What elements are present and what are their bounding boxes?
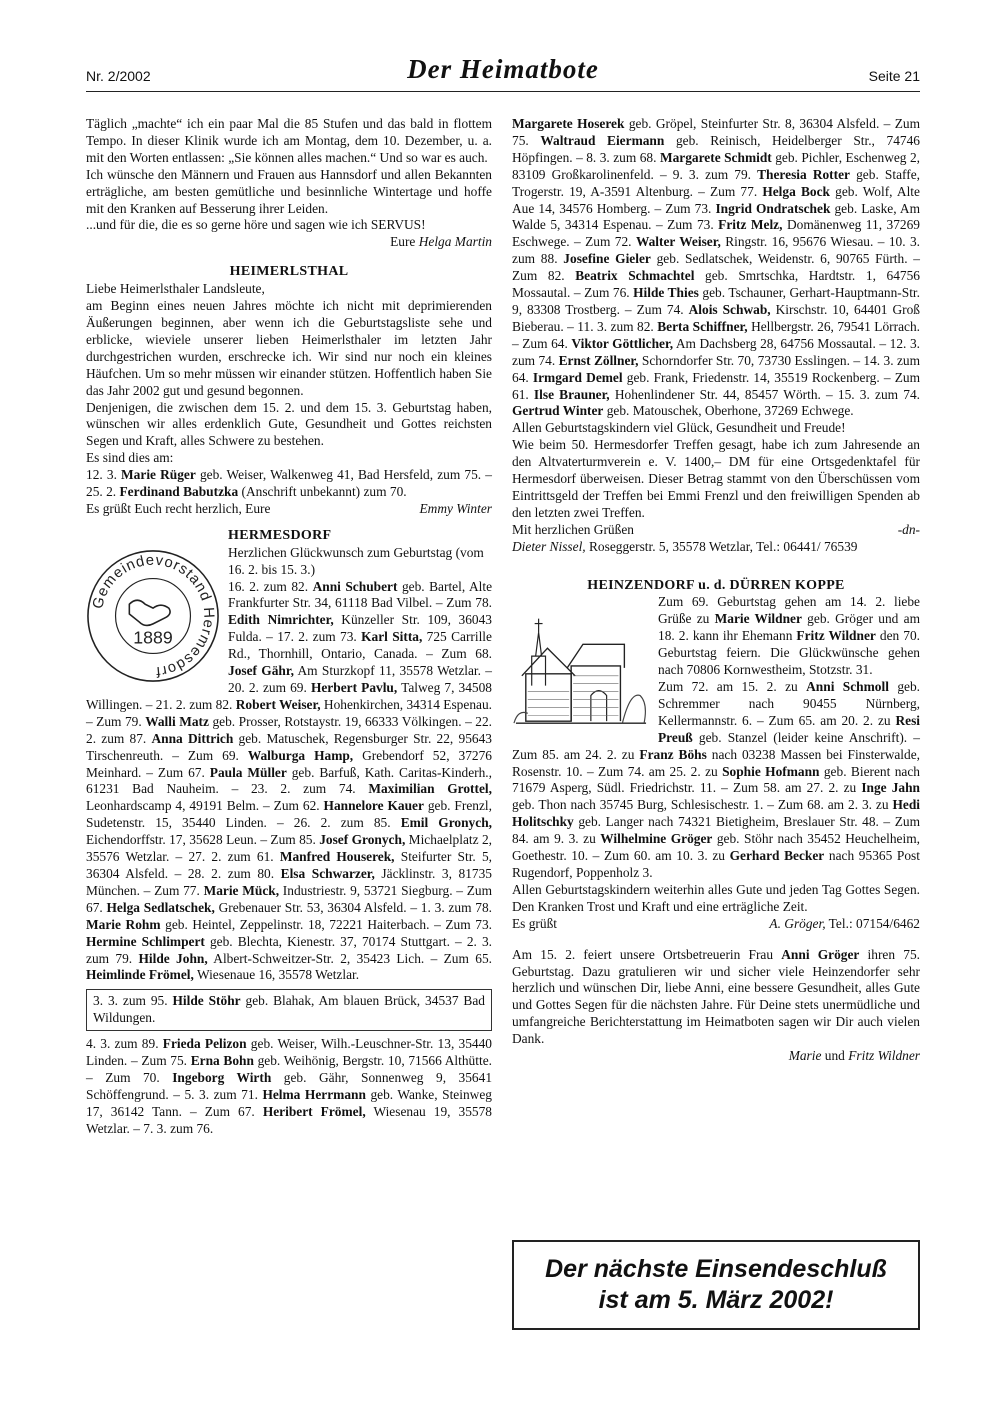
section-title-heimerlsthal: HEIMERLSTHAL xyxy=(229,264,349,280)
final-signature: Marie und Fritz Wildner xyxy=(788,1048,920,1064)
heinzendorf-signature: Es grüßt A. Gröger, Tel.: 07154/6462 xyxy=(512,915,920,931)
anniversary-paragraph: Am 15. 2. feiert unsere Ortsbetreuerin Frau Anni Gröger ihren 75. Geburtstag. Dazu gratulieren wir und sicher viele Heinzendorfer sehr herzlich und wünschen Dir, liebe Anni, eine bessere Gesundheit, alles Gute und Gottes Segen für die nächsten Jahre. Für Deine stets unermüdliche und umfangreiche Berichterstattung im Heimatboten sagen wir Dir auch vielen Dank. xyxy=(512,946,920,1047)
left-column xyxy=(86,116,492,1138)
stamp-year: 1889 xyxy=(133,627,173,648)
hermesdorf-birthdays: 16. 2. zum 82. Anni Schubert geb. Bartel, Alte Frankfurter Str. 34, 61118 Bad Vilbel. – Zum 78. Edith Nimrichter, Künzeller Str. 109, 36043 Fulda. – 17. 2. zum 73. Karl Sitta, 725 Carrille Rd., Thornhill, Ontario, Canada. – Zum 68. Josef Gähr, Am Sturzkopf 11, 35578 Wetzlar. – 20. 2. zum 69. Herbert Pavlu, Talweg 7, 34508 Willingen. – 21. 2. zum 82. Robert Weiser, Hohenkirchen, 34314 Espenau. – Zum 79. Walli Matz geb. Prosser, Rotstaystr. 19, 66333 Völkingen. – 22. 2. zum 87. Anna Dittrich geb. Matuschek, Regensburger Str. 22, 95643 Tirschenreuth. – Zum 69. Walburga Hamp, Grebendorf 52, 37276 Meinhard. – Zum 67. Paula Müller geb. Barfuß, Kath. Caritas-Kinderh., 61231 Bad Nauheim. – 23. 2. zum 74. Maximilian Grottel, Leonhardscamp 4, 49191 Belm. – Zum 62. Hannelore Kauer geb. Frenzl, Sudetenstr. 15, 35440 Linden. – 26. 2. zum 85. Emil Gronych, Eichendorffstr. 17, 35628 Leun. – Zum 85. Josef Gronych, Michaelplatz 2, 35576 Wetzlar. – 27. 2. zum 61. Manfred Houserek, Steifurter Str. 5, 36304 Alsfeld. – 28. 2. zum 80. Elsa Schwarzer, Jäcklinstr. 3, 81735 München. – Zum 77. Marie Mück, Industriestr. 9, 53721 Siegburg. – Zum 67. Helga Sedlatschek, Grebenauer Str. 53, 36304 Alsfeld. – 1. 3. zum 78. Marie Rohm geb. Heintel, Zeppelinstr. 18, 72221 Haiterbach. – Zum 73. Hermine Schlimpert geb. Blechta, Kienestr. 37, 70174 Stuttgart. – 2. 3. zum 79. Hilde John, Albert-Schweitzer-Str. 2, 35423 Lich. – Zum 65. Heimlinde Frömel, Wiesenaue 16, 35578 Wetzlar. xyxy=(86,578,493,983)
section-title-heinzendorf: HEINZENDORF u. d. DÜRREN KOPPE xyxy=(587,577,845,593)
deadline-notice xyxy=(512,1240,920,1330)
notice-line-2: ist am 5. März 2002! xyxy=(598,1286,834,1314)
intro-paragraph: Täglich „machte“ ich ein paar Mal die 85 Stufen und das bald in flottem Tempo. In dieser Klinik wurde ich am Montag, dem 10. Dezember, u. a. mit den Worten entlassen: „Sie können alles machen.“ Und so war es auch. xyxy=(86,116,492,165)
intro-paragraph: Ich wünsche den Männern und Frauen aus Hannsdorf und allen Bekannten erträgliche, am besten gemütliche und besinnliche Wintertage und hoffe mit den Kranken auf Besserung ihrer Leiden. xyxy=(86,166,492,216)
paragraph: am Beginn eines neuen Jahres möchte ich nicht mit deprimierenden Äußerungen beginnen, aber wenn ich die Geburtstagsliste sehe und erblicke, wieviele unserer lieben Heimerlsthaler im letzten Jahr durchgestrichen wurden, erschrecke ich. Wir sind nur noch ein kleines Häufchen. Um so mehr müssen wir einander stützen. Hoffentlich haben Sie das Jahr 2002 gut und gesund begonnen. xyxy=(86,298,492,398)
signature: Es grüßt Euch recht herzlich, Eure Emmy Winter xyxy=(86,500,492,516)
hermesdorf-intro: Herzlichen Glückwunsch zum Geburtstag (vom 16. 2. bis 15. 3.) xyxy=(228,544,484,577)
intro-signature: Eure Helga Martin xyxy=(390,234,492,250)
donation-note: Wie beim 50. Hermesdorfer Treffen gesagt, habe ich zum Jahresende an den Altvaterturmverein e. V. 1400,– DM für eine Ortsgedenktafel für Hermesdorf überweisen. Dieser Betrag stammt von den Überschüssen vom Eintrittsgeld der Treffen bei Emmi Frenzl und den freiwilligen Spenden ab den letzten zwei Treffen. xyxy=(512,437,920,520)
page-number: Seite 21 xyxy=(868,68,920,84)
stamp-logo xyxy=(84,547,222,685)
heinzendorf-closing: Allen Geburtstagskindern weiterhin alles Gute und jeden Tag Gottes Segen. Den Kranken Trost und Kraft und eine erträgliche Zeit. xyxy=(512,881,920,914)
masthead: Der Heimatbote xyxy=(407,54,599,84)
section-title-hermesdorf: HERMESDORF xyxy=(228,527,332,543)
highlight-box: 3. 3. zum 95. Hilde Stöhr geb. Blahak, Am blauen Brück, 34537 Bad Wildungen. xyxy=(86,989,492,1031)
header-rule xyxy=(86,91,920,92)
author-line: Dieter Nissel, Roseggerstr. 5, 35578 Wetzlar, Tel.: 06441/ 76539 xyxy=(512,538,858,554)
hermesdorf-birthdays-cont: 4. 3. zum 89. Frieda Pelizon geb. Weiser, Wilh.-Leuschner-Str. 13, 35440 Linden. – Zum 75. Erna Bohn geb. Weihönig, Bergstr. 10, 71566 Althütte. – Zum 70. Ingeborg Wirth geb. Gähr, Sonnenweg 9, 35641 Schöffengrund. – 5. 3. zum 71. Helma Herrmann geb. Wanke, Steinweg 17, 36142 Tann. – Zum 67. Heribert Frömel, Wiesenau 19, 35578 Wetzlar. – 7. 3. zum 76. xyxy=(86,1036,493,1136)
greeting: Liebe Heimerlsthaler Landsleute, xyxy=(86,281,265,297)
birthday-list: 12. 3. Marie Rüger geb. Weiser, Walkenweg 41, Bad Hersfeld, zum 75. – 25. 2. Ferdinand Babutzka (Anschrift unbekannt) zum 70. xyxy=(86,467,492,500)
right-column xyxy=(512,116,920,1065)
issue-number: Nr. 2/2002 xyxy=(86,68,151,84)
wish: Allen Geburtstagskindern viel Glück, Gesundheit und Freude! xyxy=(512,420,846,436)
greeting-line: Mit herzlichen Grüßen -dn- xyxy=(512,521,920,537)
page-header xyxy=(86,54,920,92)
paragraph: Denjenigen, die zwischen dem 15. 2. und dem 15. 3. Geburtstag haben, wünschen wir alles erdenklich Gute, Gesundheit und Gottes reichsten Segen und Kraft, alles Schwere zu bestehen. xyxy=(86,399,492,449)
heinzendorf-birthdays: Zum 72. am 15. 2. zu Anni Schmoll geb. Schremmer nach 90455 Nürnberg, Kellermannstr. 6. – Zum 65. am 20. 2. zu Resi Preuß geb. Stanzel (leider keine Anschrift). – Zum 85. am 24. 2. zu Franz Böhs nach 03238 Massen bei Finsterwalde, Rosenstr. 10. – Zum 74. am 25. 2. zu Sophie Hofmann geb. Bierent nach 71679 Asperg, Südl. Friedrichstr. 11. – Zum 58. am 27. 2. zu Inge Jahn geb. Thon nach 35745 Burg, Schlesischestr. 1. – Zum 68. am 2. 3. zu Hedi Holitschky geb. Langer nach 74321 Bietigheim, Breslauer Str. 48. – Zum 84. am 9. 3. zu Wilhelmine Gröger geb. Stöhr nach 35452 Heuchelheim, Goethestr. 10. – Zum 60. am 10. 3. zu Gerhard Becker nach 95365 Post Rugendorf, Poppenholz 3. xyxy=(512,679,921,880)
church-illustration xyxy=(512,596,650,730)
paragraph: Es sind dies am: xyxy=(86,450,174,466)
hermesdorf-birthdays-right: Margarete Hoserek geb. Gröpel, Steinfurter Str. 8, 36304 Alsfeld. – Zum 75. Waltraud Eiermann geb. Reinisch, Heidelberger Str., 74746 Höpfingen. – 8. 3. zum 68. Margarete Schmidt geb. Pichler, Eschenweg 2, 83109 Großkarolinenfeld. – 9. 3. zum 79. Theresia Rotter geb. Staffe, Trogerstr. 19, A-3591 Altenburg. – Zum 77. Helga Bock geb. Wolf, Alte Aue 14, 34576 Homberg. – Zum 73. Ingrid Ondratschek geb. Laske, Am Walde 5, 34314 Espenau. – Zum 73. Fritz Melz, Domänenweg 11, 37269 Eschwege. – Zum 72. Walter Weiser, Ringstr. 16, 95676 Wiesau. – 10. 3. zum 88. Josefine Gieler geb. Sedlatschek, Weidenstr. 6, 90765 Fürth. – Zum 82. Beatrix Schmachtel geb. Smrtschka, Hardtstr. 1, 64756 Mossautal. – Zum 76. Hilde Thies geb. Tschauner, Gerhart-Hauptmann-Str. 9, 83308 Trostberg. – Zum 74. Alois Schwab, Kirschstr. 10, 64401 Groß Bieberau. – 11. 3. zum 82. Berta Schiffner, Hellbergstr. 26, 79541 Lörrach. – Zum 64. Viktor Göttlicher, Am Dachsberg 28, 64756 Mossautal. – 12. 3. zum 74. Ernst Zöllner, Schorndorfer Str. 70, 73730 Esslingen. – 14. 3. zum 64. Irmgard Demel geb. Frank, Friedenstr. 14, 35519 Rockenberg. – Zum 61. Ilse Brauner, Hohenlindener Str. 44, 85457 Wörth. – 15. 3. zum 74. Gertrud Winter geb. Matouschek, Oberhone, 37269 Echwege. xyxy=(512,116,921,419)
heinzendorf-intro: Zum 69. Geburtstag gehen am 14. 2. liebe Grüße zu Marie Wildner geb. Gröger und am 18. 2. kann ihr Ehemann Fritz Wildner den 70. Geburtstag feiern. Die Glückwünsche gehen nach 70806 Kornwestheim, Stotzstr. 31. xyxy=(658,594,920,678)
intro-paragraph: ...und für die, die es so gerne höre und sagen wie ich SERVUS! xyxy=(86,217,426,233)
svg-text:Gemeindevorstand Hermesdorf: Gemeindevorstand Hermesdorf xyxy=(90,552,217,679)
notice-line-1: Der nächste Einsendeschluß xyxy=(545,1255,887,1283)
